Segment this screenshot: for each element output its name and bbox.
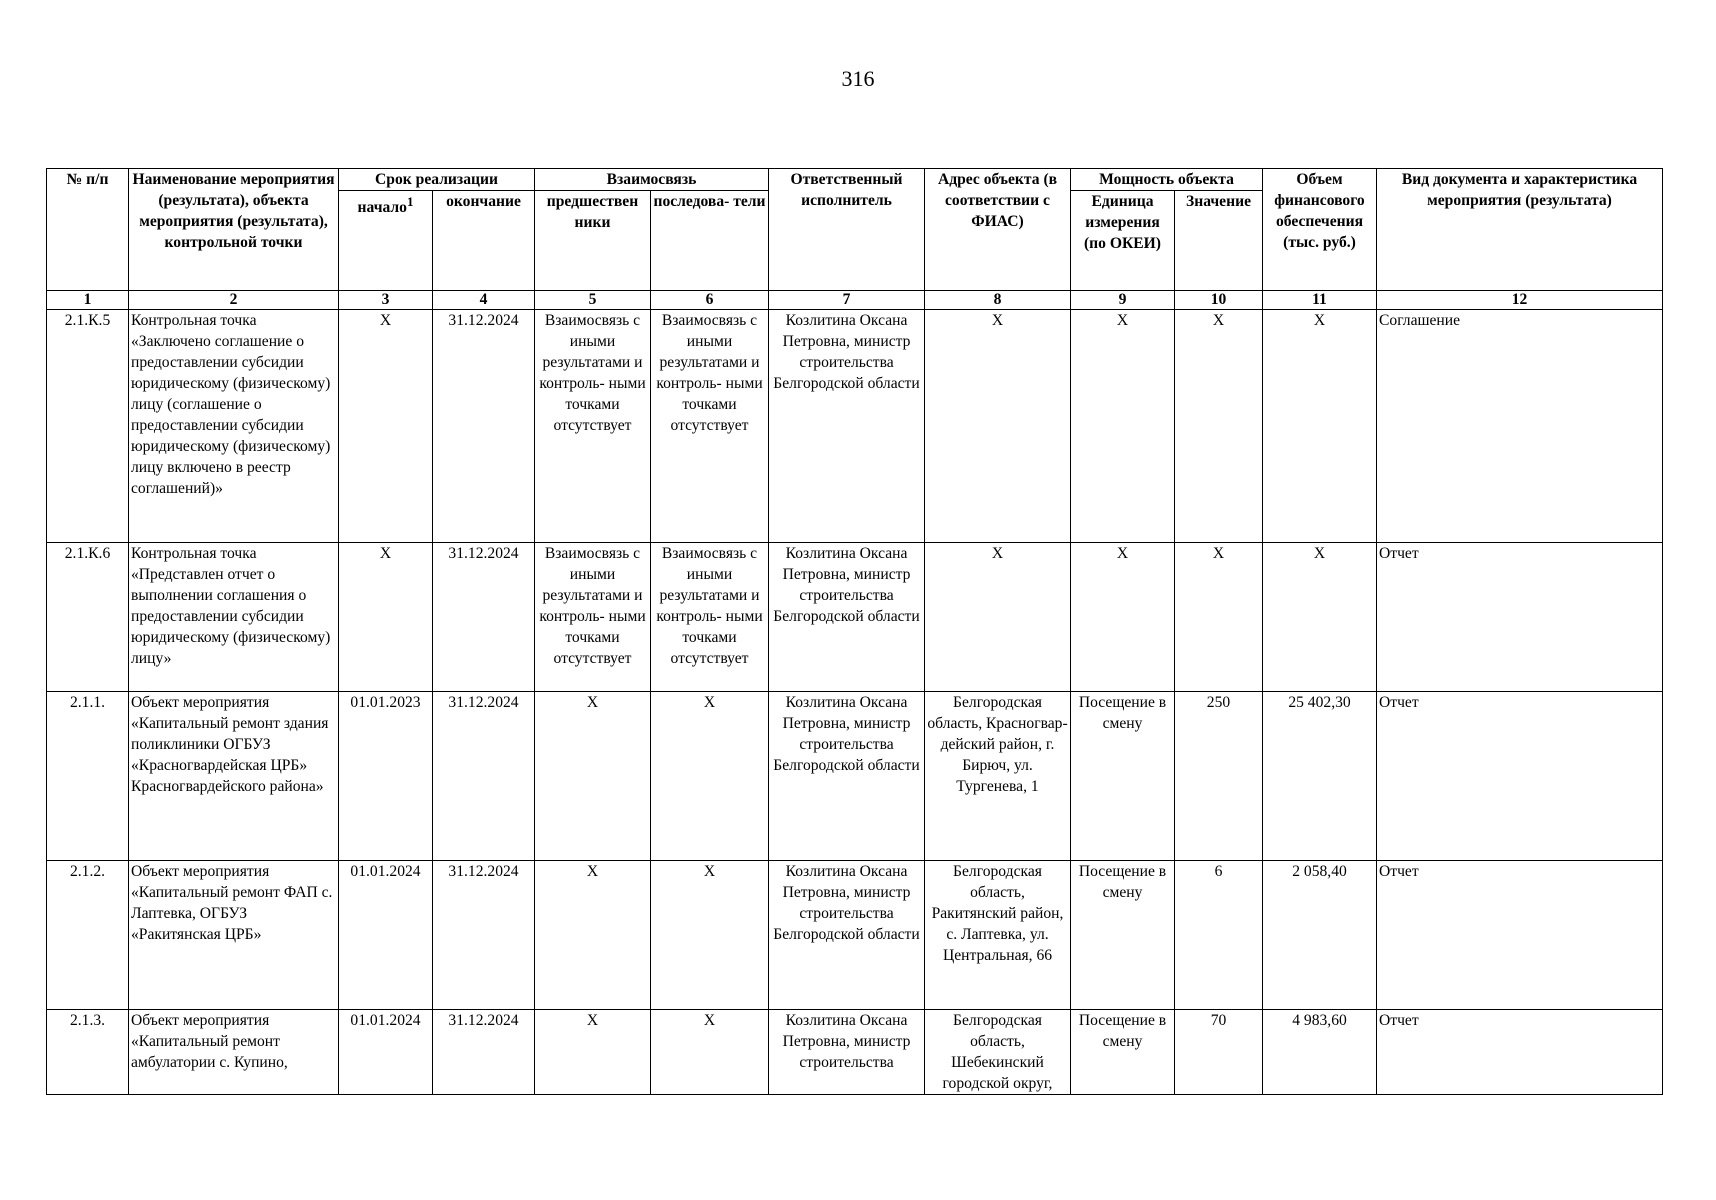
cell-num: 2.1.3. bbox=[47, 1010, 129, 1095]
cell-value: 6 bbox=[1175, 861, 1263, 1010]
cell-unit: X bbox=[1071, 543, 1175, 692]
cell-address: Белгородская область, Шебекинский городской округ, bbox=[925, 1010, 1071, 1095]
cell-end: 31.12.2024 bbox=[433, 310, 535, 543]
cell-pred: Взаимосвязь с иными результатами и контроль- ными точками отсутствует bbox=[535, 310, 651, 543]
cell-pred: X bbox=[535, 692, 651, 861]
colnum-9: 9 bbox=[1071, 291, 1175, 310]
cell-succ: X bbox=[651, 861, 769, 1010]
cell-pred: X bbox=[535, 861, 651, 1010]
table-row bbox=[47, 861, 1663, 1010]
cell-responsible: Козлитина Оксана Петровна, министр строительства Белгородской области bbox=[769, 861, 925, 1010]
header-link: Взаимосвязь bbox=[535, 169, 769, 191]
header-period-start bbox=[339, 191, 433, 291]
cell-value: X bbox=[1175, 543, 1263, 692]
cell-start: 01.01.2023 bbox=[339, 692, 433, 861]
cell-unit: Посещение в смену bbox=[1071, 692, 1175, 861]
colnum-8: 8 bbox=[925, 291, 1071, 310]
header-capacity-value: Значение bbox=[1175, 191, 1263, 291]
activity-table bbox=[46, 168, 1663, 1095]
page-number: 316 bbox=[841, 66, 875, 91]
cell-num: 2.1.К.5 bbox=[47, 310, 129, 543]
header-period-start-label: начало bbox=[357, 199, 407, 217]
header-finance: Объем финансового обеспечения (тыс. руб.) bbox=[1263, 169, 1377, 291]
colnum-1: 1 bbox=[47, 291, 129, 310]
cell-finance: 4 983,60 bbox=[1263, 1010, 1377, 1095]
cell-value: X bbox=[1175, 310, 1263, 543]
cell-unit: Посещение в смену bbox=[1071, 1010, 1175, 1095]
footnote-mark: 1 bbox=[406, 194, 414, 209]
cell-start: X bbox=[339, 543, 433, 692]
cell-end: 31.12.2024 bbox=[433, 692, 535, 861]
cell-name: Контрольная точка «Заключено соглашение о предоставлении субсидии юридическому (физическому) лицу (соглашение о предоставлении субсидии юридическому (физическому) лицу включено в реестр соглашений)» bbox=[129, 310, 339, 543]
cell-address: Белгородская область, Ракитянский район, с. Лаптевка, ул. Центральная, 66 bbox=[925, 861, 1071, 1010]
cell-succ: X bbox=[651, 1010, 769, 1095]
cell-num: 2.1.К.6 bbox=[47, 543, 129, 692]
header-name: Наименование мероприятия (результата), объекта мероприятия (результата), контрольной точки bbox=[129, 169, 339, 291]
header-link-pred: предшествен ники bbox=[535, 191, 651, 291]
cell-doc: Отчет bbox=[1377, 1010, 1663, 1095]
cell-succ: Взаимосвязь с иными результатами и контроль- ными точками отсутствует bbox=[651, 310, 769, 543]
header-address: Адрес объекта (в соответствии с ФИАС) bbox=[925, 169, 1071, 291]
colnum-5: 5 bbox=[535, 291, 651, 310]
colnum-10: 10 bbox=[1175, 291, 1263, 310]
header-responsible: Ответственный исполнитель bbox=[769, 169, 925, 291]
header-capacity: Мощность объекта bbox=[1071, 169, 1263, 191]
colnum-2: 2 bbox=[129, 291, 339, 310]
cell-responsible: Козлитина Оксана Петровна, министр строительства Белгородской области bbox=[769, 543, 925, 692]
header-link-succ: последова- тели bbox=[651, 191, 769, 291]
cell-finance: X bbox=[1263, 543, 1377, 692]
cell-start: 01.01.2024 bbox=[339, 861, 433, 1010]
cell-succ: Взаимосвязь с иными результатами и контроль- ными точками отсутствует bbox=[651, 543, 769, 692]
header-period-end: окончание bbox=[433, 191, 535, 291]
header-num: № п/п bbox=[47, 169, 129, 291]
colnum-3: 3 bbox=[339, 291, 433, 310]
colnum-6: 6 bbox=[651, 291, 769, 310]
cell-pred: Взаимосвязь с иными результатами и контроль- ными точками отсутствует bbox=[535, 543, 651, 692]
cell-num: 2.1.2. bbox=[47, 861, 129, 1010]
cell-address: Белгородская область, Красногвар- дейский район, г. Бирюч, ул. Тургенева, 1 bbox=[925, 692, 1071, 861]
cell-finance: 25 402,30 bbox=[1263, 692, 1377, 861]
cell-pred: X bbox=[535, 1010, 651, 1095]
header-row-1 bbox=[47, 169, 1663, 191]
cell-finance: X bbox=[1263, 310, 1377, 543]
cell-value: 70 bbox=[1175, 1010, 1263, 1095]
cell-start: X bbox=[339, 310, 433, 543]
colnum-12: 12 bbox=[1377, 291, 1663, 310]
cell-end: 31.12.2024 bbox=[433, 1010, 535, 1095]
cell-value: 250 bbox=[1175, 692, 1263, 861]
colnum-11: 11 bbox=[1263, 291, 1377, 310]
cell-end: 31.12.2024 bbox=[433, 543, 535, 692]
cell-num: 2.1.1. bbox=[47, 692, 129, 861]
cell-end: 31.12.2024 bbox=[433, 861, 535, 1010]
cell-name: Объект мероприятия «Капитальный ремонт ФАП с. Лаптевка, ОГБУЗ «Ракитянская ЦРБ» bbox=[129, 861, 339, 1010]
cell-name: Объект мероприятия «Капитальный ремонт амбулатории с. Купино, bbox=[129, 1010, 339, 1095]
table-row bbox=[47, 310, 1663, 543]
header-capacity-unit: Единица измерения (по ОКЕИ) bbox=[1071, 191, 1175, 291]
table-row bbox=[47, 1010, 1663, 1095]
colnum-4: 4 bbox=[433, 291, 535, 310]
cell-address: X bbox=[925, 310, 1071, 543]
column-number-row bbox=[47, 291, 1663, 310]
cell-finance: 2 058,40 bbox=[1263, 861, 1377, 1010]
cell-doc: Отчет bbox=[1377, 692, 1663, 861]
cell-doc: Отчет bbox=[1377, 543, 1663, 692]
header-period: Срок реализации bbox=[339, 169, 535, 191]
cell-name: Контрольная точка «Представлен отчет о выполнении соглашения о предоставлении субсидии юридическому (физическому) лицу» bbox=[129, 543, 339, 692]
cell-unit: X bbox=[1071, 310, 1175, 543]
cell-succ: X bbox=[651, 692, 769, 861]
cell-doc: Соглашение bbox=[1377, 310, 1663, 543]
cell-responsible: Козлитина Оксана Петровна, министр строительства Белгородской области bbox=[769, 692, 925, 861]
header-doc: Вид документа и характеристика мероприятия (результата) bbox=[1377, 169, 1663, 291]
cell-start: 01.01.2024 bbox=[339, 1010, 433, 1095]
cell-address: X bbox=[925, 543, 1071, 692]
cell-name: Объект мероприятия «Капитальный ремонт здания поликлиники ОГБУЗ «Красногвардейская ЦРБ» Красногвардейского района» bbox=[129, 692, 339, 861]
colnum-7: 7 bbox=[769, 291, 925, 310]
cell-responsible: Козлитина Оксана Петровна, министр строительства bbox=[769, 1010, 925, 1095]
cell-doc: Отчет bbox=[1377, 861, 1663, 1010]
cell-unit: Посещение в смену bbox=[1071, 861, 1175, 1010]
table-row bbox=[47, 543, 1663, 692]
cell-responsible: Козлитина Оксана Петровна, министр строительства Белгородской области bbox=[769, 310, 925, 543]
table-row bbox=[47, 692, 1663, 861]
